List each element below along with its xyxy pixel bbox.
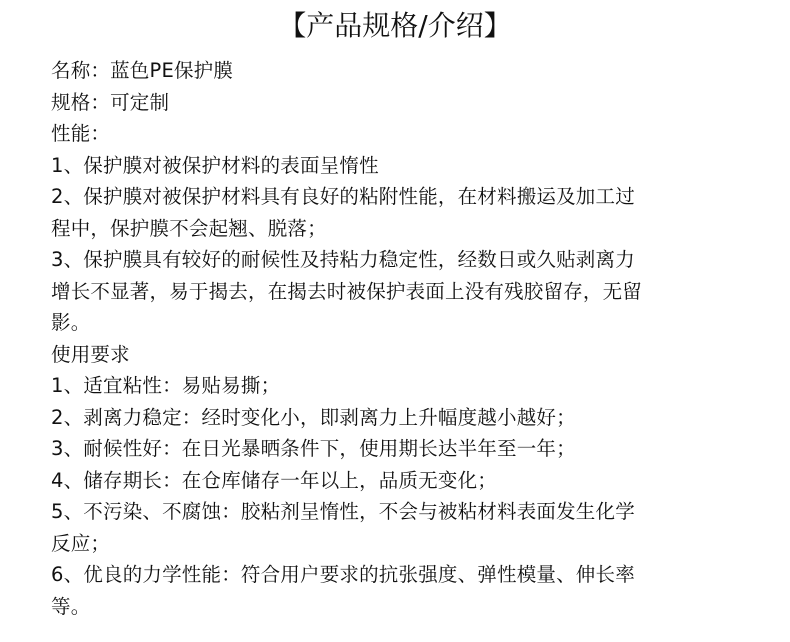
spec-line: 反应； [51, 531, 111, 555]
spec-line: 程中，保护膜不会起翘、脱落； [51, 216, 327, 240]
spec-line: 等。 [51, 594, 91, 618]
spec-content [51, 55, 756, 622]
spec-line: 3、保护膜具有较好的耐候性及持粘力稳定性，经数日或久贴剥离力 [51, 248, 635, 271]
spec-line: 影。 [51, 311, 91, 334]
spec-line: 6、优良的力学性能：符合用户要求的抗张强度、弹性模量、伸长率 [51, 563, 635, 586]
spec-line: 2、保护膜对被保护材料具有良好的粘附性能，在材料搬运及加工过 [51, 185, 635, 208]
spec-line: 4、储存期长：在仓库储存一年以上，品质无变化； [51, 468, 498, 492]
page-title: 【产品规格/介绍】 [278, 9, 512, 42]
spec-line: 1、适宜粘性：易贴易撕； [51, 374, 281, 397]
spec-line: 5、不污染、不腐蚀：胶粘剂呈惰性，不会与被粘材料表面发生化学 [51, 500, 635, 523]
spec-line: 名称：蓝色PE保护膜 [51, 59, 234, 82]
spec-line: 3、耐候性好：在日光暴晒条件下，使用期长达半年至一年； [51, 437, 576, 460]
spec-line: 2、剥离力稳定：经时变化小，即剥离力上升幅度越小越好； [51, 405, 576, 429]
spec-line: 1、保护膜对被保护材料的表面呈惰性 [51, 153, 379, 177]
spec-line: 性能： [51, 122, 111, 145]
section-heading-usage: 使用要求 [51, 342, 130, 366]
spec-line: 规格：可定制 [51, 90, 170, 114]
spec-line: 增长不显著，易于揭去，在揭去时被保护表面上没有残胶留存，无留 [51, 279, 643, 303]
